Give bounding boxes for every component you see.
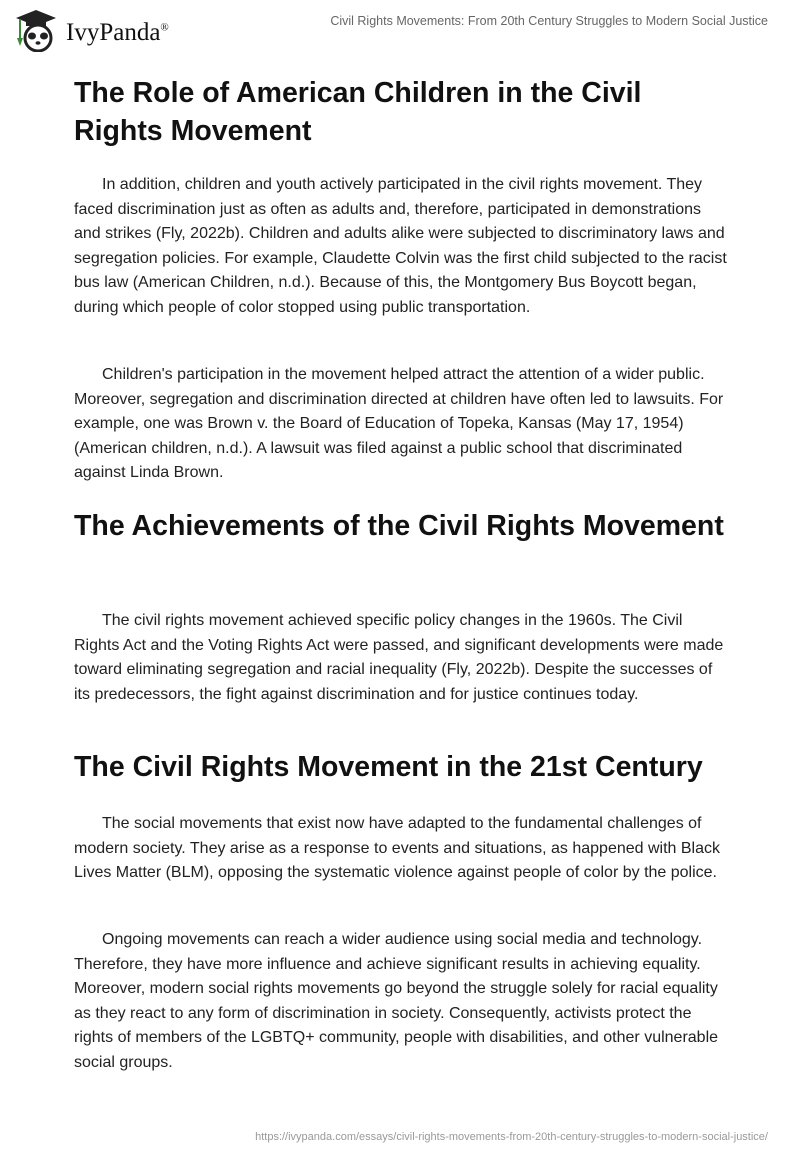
paragraph: The civil rights movement achieved specific policy changes in the 1960s. The Civil Rights Act and the Voting Rights Act were passed, and significant developments were made toward eliminating segregation and racial inequality (Fly, 2022b). Despite the successes of its predecessors, the fight against discrimination and for justice continues today. bbox=[74, 612, 724, 703]
section-heading: The Achievements of the Civil Rights Movement bbox=[74, 510, 724, 542]
paragraph: Ongoing movements can reach a wider audience using social media and technology. Therefore, they have more influence and achieve significant results in achieving equality. Moreover, modern social rights movements go beyond the struggle solely for racial equality as they react to any form of discrimination in society. Consequently, activists protect the rights of members of the LGBTQ+ community, people with disabilities, and other vulnerable social groups. bbox=[74, 931, 719, 1071]
panda-icon bbox=[12, 8, 60, 52]
paragraph: In addition, children and youth actively participated in the civil rights movement. They faced discrimination just as often as adults and, therefore, participated in demonstrations and strikes (Fly, 2022b). Children and adults alike were subjected to discriminatory laws and segregation policies. For example, Claudette Colvin was the first child subjected to the racist bus law (American Children, n.d.). Because of this, the Montgomery Bus Boycott began, during which people of color stopped using public transportation. bbox=[74, 176, 727, 316]
section-heading: The Role of American Children in the Civil Rights Movement bbox=[74, 77, 642, 147]
section-heading: The Civil Rights Movement in the 21st Century bbox=[74, 751, 703, 783]
document-title: Civil Rights Movements: From 20th Century Struggles to Modern Social Justice bbox=[330, 14, 768, 28]
source-url-link[interactable]: https://ivypanda.com/essays/civil-rights-movements-from-20th-century-struggles-to-modern-social-justice/ bbox=[255, 1131, 768, 1143]
paragraph: Children's participation in the movement helped attract the attention of a wider public. Moreover, segregation and discrimination directed at children have often led to lawsuits. For example, one was Brown v. the Board of Education of Topeka, Kansas (May 17, 1954) (American children, n.d.). A lawsuit was filed against a public school that discriminated against Linda Brown. bbox=[74, 366, 724, 481]
ivypanda-logo[interactable] bbox=[12, 8, 169, 52]
brand-name: IvyPanda® bbox=[66, 19, 169, 46]
paragraph: The social movements that exist now have adapted to the fundamental challenges of modern society. They arise as a response to events and situations, as happened with Black Lives Matter (BLM), opposing the systematic violence against people of color by the police. bbox=[74, 815, 720, 881]
